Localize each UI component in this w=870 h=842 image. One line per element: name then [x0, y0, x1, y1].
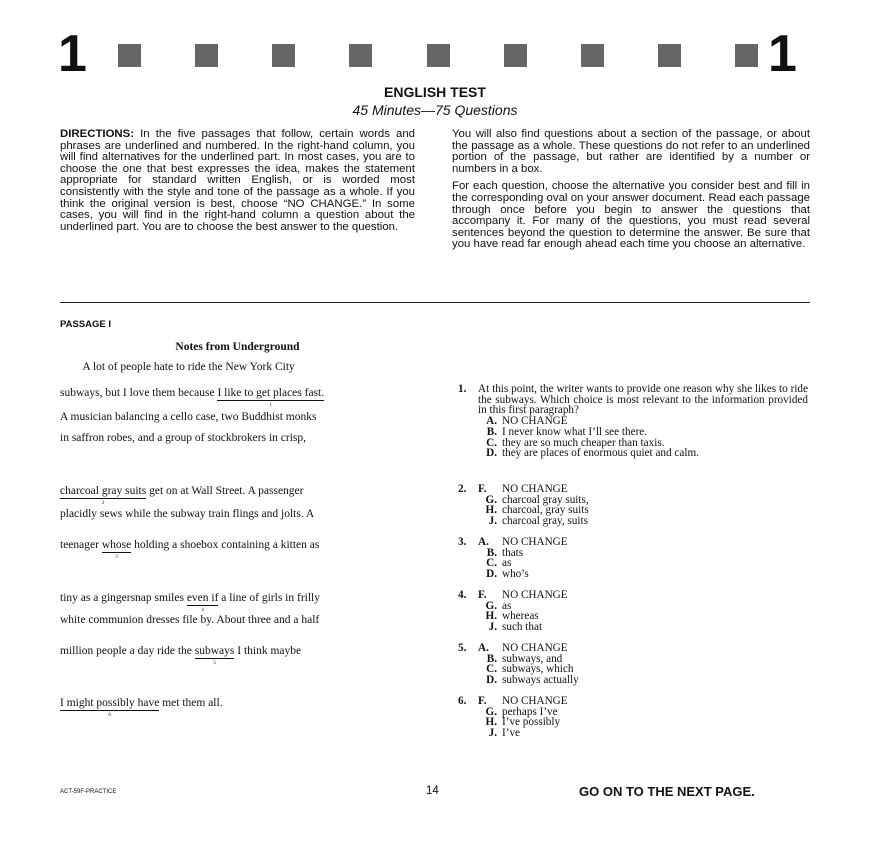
underlined-phrase-text: charcoal gray suits	[60, 485, 147, 497]
answer-option[interactable]	[458, 569, 568, 580]
passage-title: Notes from Underground	[175, 341, 300, 353]
underline-number: 4	[201, 608, 204, 613]
question-item	[458, 537, 568, 580]
passage-text-segment: subways, but I love them because	[60, 387, 218, 399]
section-divider	[60, 302, 810, 303]
passage-text-segment: million people a day ride the	[60, 645, 195, 657]
section-square	[658, 44, 681, 67]
option-letter: J.	[488, 727, 497, 740]
answer-option[interactable]	[458, 590, 568, 601]
option-letter: D.	[486, 447, 497, 460]
passage-text-segment: A lot of people hate to ride the New York City	[60, 361, 295, 373]
underlined-phrase-text: even if	[186, 592, 219, 604]
option-text: NO CHANGE	[502, 695, 568, 707]
underline-number: 6	[108, 713, 111, 718]
option-letter: B.	[486, 425, 497, 438]
option-text: charcoal, gray suits	[502, 504, 589, 517]
answer-option[interactable]	[458, 427, 808, 438]
option-text: NO CHANGE	[502, 483, 568, 495]
passage-text-segment: a line of girls in frilly	[218, 592, 320, 604]
option-text: I’ve	[502, 727, 521, 740]
option-letter: D.	[486, 568, 497, 581]
underlined-phrase-text: I might possibly have	[60, 697, 160, 709]
option-text: perhaps I’ve	[502, 705, 558, 718]
question-stem	[458, 384, 808, 416]
option-text: I’ve possibly	[502, 716, 561, 729]
underlined-phrase[interactable]	[217, 387, 325, 408]
underlined-phrase[interactable]	[101, 539, 132, 560]
passage-text-segment: teenager	[60, 539, 102, 551]
underlined-phrase-text: whose	[101, 539, 132, 551]
section-square	[427, 44, 450, 67]
passage-text-segment: get on at Wall Street. A passenger	[146, 485, 304, 497]
section-number-left: 1	[58, 25, 87, 83]
option-letter: C.	[486, 436, 497, 449]
option-letter: A.	[486, 415, 497, 428]
underlined-phrase-text: subways	[194, 645, 235, 657]
option-text: they are so much cheaper than taxis.	[502, 436, 665, 449]
passage-line	[60, 485, 304, 506]
underlined-phrase-text: I like to get places fast.	[217, 387, 325, 399]
test-title: ENGLISH TEST	[384, 84, 486, 100]
option-text: subways, which	[502, 663, 574, 676]
option-letter: H.	[485, 610, 497, 623]
option-letter: F.	[478, 695, 487, 707]
passage-line	[60, 508, 314, 520]
passage-line	[60, 361, 295, 373]
passage-line	[60, 697, 223, 718]
option-letter: D.	[486, 674, 497, 687]
passage-text-segment: A musician balancing a cello case, two Buddhist monks	[60, 411, 317, 423]
passage-text-segment: in saffron robes, and a group of stockbrokers in crisp,	[60, 432, 307, 444]
option-letter: A.	[478, 536, 489, 548]
option-letter: J.	[488, 621, 497, 634]
answer-option[interactable]	[458, 448, 808, 459]
passage-text-segment: met them all.	[159, 697, 223, 709]
question-item	[458, 384, 808, 459]
passage-line	[60, 411, 316, 423]
question-number: 2.	[458, 483, 467, 495]
underline-number: 5	[213, 661, 216, 666]
section-square	[504, 44, 527, 67]
passage-line	[60, 592, 320, 613]
option-letter: C.	[486, 557, 497, 570]
option-text: I never know what I’ll see there.	[502, 425, 648, 438]
answer-option[interactable]	[458, 675, 579, 686]
underline-number: 2	[101, 501, 105, 506]
option-text: NO CHANGE	[502, 536, 568, 548]
option-text: NO CHANGE	[502, 642, 568, 654]
answer-option[interactable]	[458, 728, 568, 739]
section-bar	[118, 44, 758, 67]
test-subtitle: 45 Minutes—75 Questions	[352, 102, 518, 118]
passage-text-segment: I think maybe	[234, 645, 302, 657]
option-text: charcoal gray suits,	[502, 493, 589, 506]
directions-right	[452, 129, 810, 257]
option-letter: F.	[478, 589, 487, 601]
question-number: 3.	[458, 536, 467, 548]
section-square	[118, 44, 141, 67]
next-page-note: GO ON TO THE NEXT PAGE.	[579, 784, 755, 799]
option-text: such that	[502, 621, 543, 634]
question-item	[458, 484, 589, 527]
section-number-right: 1	[768, 25, 797, 83]
question-number: 4.	[458, 589, 467, 601]
underlined-phrase[interactable]	[60, 485, 147, 506]
answer-option[interactable]	[458, 622, 568, 633]
option-letter: B.	[486, 546, 497, 559]
passage-line	[60, 539, 320, 560]
option-letter: F.	[478, 483, 487, 495]
directions-label: DIRECTIONS:	[60, 128, 135, 140]
question-number: 5.	[458, 642, 467, 654]
option-letter: B.	[486, 652, 497, 665]
underlined-phrase[interactable]	[194, 645, 235, 666]
question-item	[458, 643, 579, 686]
option-letter: J.	[488, 515, 497, 528]
section-square	[349, 44, 372, 67]
question-number: 1.	[458, 383, 467, 395]
option-letter: H.	[485, 716, 497, 729]
question-text: At this point, the writer wants to provide one reason why she likes to ride the subways. Which choice is most relevant to the information provided in this first paragraph?	[478, 383, 808, 417]
passage-line	[60, 645, 302, 666]
option-letter: H.	[485, 504, 497, 517]
passage-label: PASSAGE I	[60, 319, 112, 330]
option-letter: G.	[485, 493, 497, 506]
option-text: as	[502, 557, 512, 570]
passage-line	[60, 614, 319, 626]
option-text: NO CHANGE	[502, 589, 568, 601]
option-letter: C.	[486, 663, 497, 676]
page-number: 14	[426, 785, 439, 797]
underlined-phrase[interactable]	[60, 697, 160, 718]
underlined-phrase[interactable]	[186, 592, 219, 613]
option-text: NO CHANGE	[502, 415, 568, 428]
option-text: whereas	[502, 610, 539, 623]
directions-right-p1: You will also find questions about a section of the passage, or about the passage as a whole. These questions do not refer to an underlined portion of the passage, but rather are identified by a number or numbers in a box.	[452, 128, 810, 175]
option-text: they are places of enormous quiet and calm.	[502, 447, 699, 460]
directions-left-text: In the five passages that follow, certain words and phrases are underlined and numbered. In the right-hand column, you will find alternatives for the underlined part. In most cases, you are to choose the one that best expresses the idea, makes the statement appropriate for standard written English, or is worded most consistently with the style and tone of the passage as a whole. If you think the original version is best, choose “NO CHANGE.” In some cases, you will find in the right-hand column a question about the underlined part. You are to choose the best answer to the question.	[60, 128, 415, 233]
option-text: subways, and	[502, 652, 563, 665]
option-text: who’s	[502, 568, 529, 581]
option-text: thats	[502, 546, 524, 559]
underline-number: 1	[269, 403, 273, 408]
directions-left	[60, 129, 415, 233]
passage-line	[60, 432, 306, 444]
passage-text-segment: tiny as a gingersnap smiles	[60, 592, 187, 604]
option-text: subways actually	[502, 674, 579, 687]
section-square	[272, 44, 295, 67]
option-letter: A.	[478, 642, 489, 654]
option-letter: G.	[485, 705, 497, 718]
section-square	[195, 44, 218, 67]
question-item	[458, 590, 568, 633]
passage-text-segment: white communion dresses file by. About three and a half	[60, 614, 320, 626]
passage-text-segment: placidly sews while the subway train flings and jolts. A	[60, 508, 315, 520]
underline-number: 3	[115, 555, 118, 560]
form-code: ACT-59F-PRACTICE	[60, 789, 117, 795]
section-square	[735, 44, 758, 67]
passage-text-segment: holding a shoebox containing a kitten as	[131, 539, 320, 551]
answer-option[interactable]	[458, 548, 568, 559]
passage-line	[60, 387, 325, 408]
option-text: charcoal gray, suits	[502, 515, 588, 528]
question-item	[458, 696, 568, 739]
section-square	[581, 44, 604, 67]
directions-right-p2: For each question, choose the alternative you consider best and fill in the corresponding oval on your answer document. Read each passage through once before you begin to answer the questions that accompany it. For many of the questions, you must read several sentences beyond the question to determine the answer. Be sure that you have read far enough ahead each time you choose an alternative.	[452, 180, 810, 251]
option-text: as	[502, 599, 512, 612]
answer-option[interactable]	[458, 516, 589, 527]
option-letter: G.	[485, 599, 497, 612]
question-number: 6.	[458, 695, 467, 707]
